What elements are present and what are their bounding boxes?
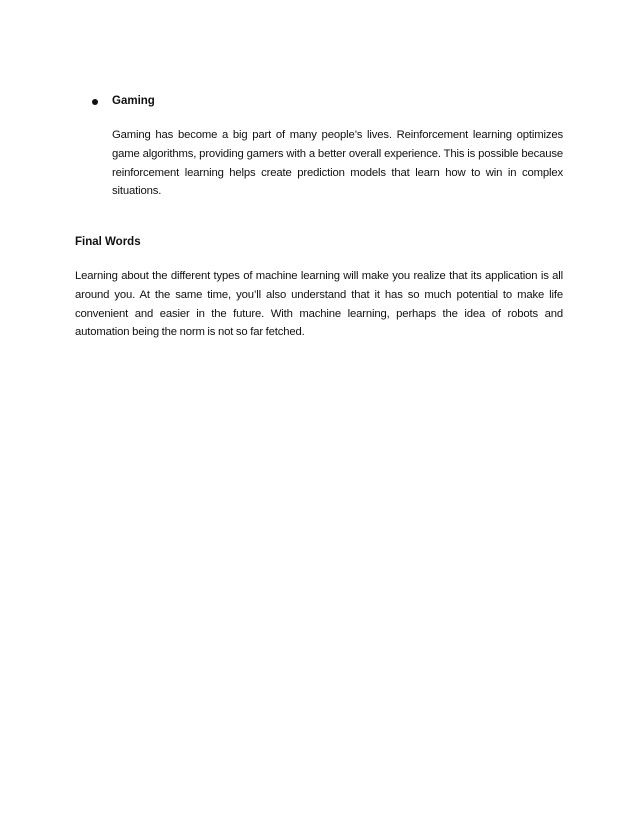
bullet-marker [92,93,98,111]
bullet-dot-icon [92,99,98,105]
final-words-paragraph: Learning about the different types of machine learning will make you realize that its application is all around you. At the same time, you’ll also understand that it has so much potential to make life convenient and easier in the future. With machine learning, perhaps the idea of robots and automation being the norm is not so far fetched. [75,270,563,339]
final-words-heading: Final Words [75,236,141,248]
gaming-heading: Gaming [112,95,155,107]
gaming-paragraph: Gaming has become a big part of many people’s lives. Reinforcement learning optimizes game algorithms, providing gamers with a better overall experience. This is possible because reinforcement learning helps create prediction models that learn how to win in complex situations. [112,129,563,198]
